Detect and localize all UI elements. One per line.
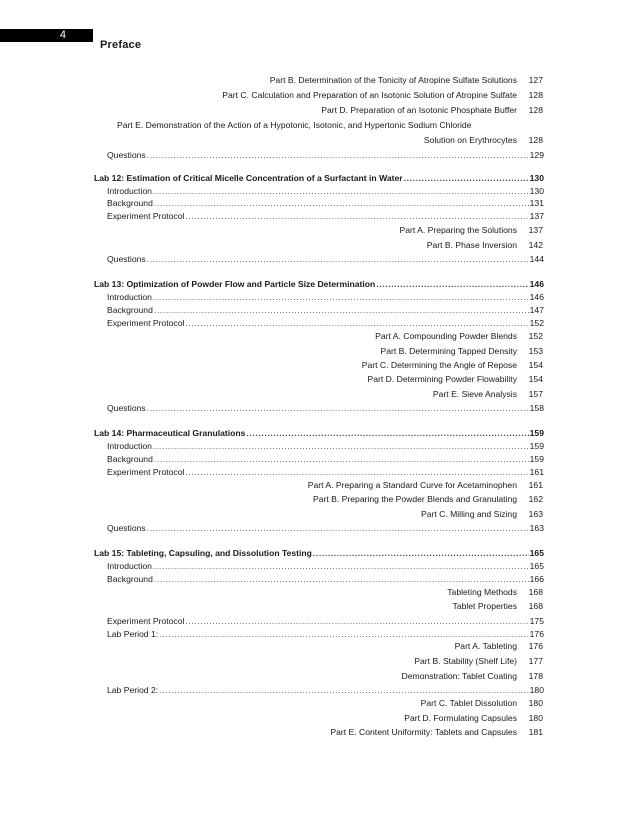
toc-page-number: 161 <box>529 467 544 477</box>
dot-leader <box>159 684 529 697</box>
toc-entry-title: Lab 14: Pharmaceutical Granulations <box>94 428 246 438</box>
toc-page-number: 168 <box>528 587 543 597</box>
toc-entry <box>270 74 543 87</box>
dot-leader <box>147 253 529 266</box>
toc-page-number: 180 <box>529 685 544 695</box>
toc-entry <box>313 493 543 506</box>
toc-entry-title: Part B. Preparing the Powder Blends and Granulating <box>313 494 517 504</box>
toc-page-number: 165 <box>529 548 544 558</box>
toc-entry-title: Lab 12: Estimation of Critical Micelle Concentration of a Surfactant in Water <box>94 173 403 183</box>
toc-entry <box>375 330 543 343</box>
toc-entry-title: Background <box>107 574 153 584</box>
toc-entry <box>107 304 544 317</box>
toc-page-number: 152 <box>528 331 543 341</box>
toc-entry-title: Experiment Protocol <box>107 616 185 626</box>
toc-entry <box>107 453 544 466</box>
toc-page-number: 128 <box>528 105 543 115</box>
toc-entry-title: Lab 13: Optimization of Powder Flow and Particle Size Determination <box>94 279 376 289</box>
dot-leader <box>185 317 528 330</box>
toc-entry-title: Experiment Protocol <box>107 467 185 477</box>
toc-page-number: 128 <box>528 90 543 100</box>
dot-leader <box>313 547 529 560</box>
dot-leader <box>153 560 529 573</box>
toc-entry-title: Part D. Formulating Capsules <box>404 713 517 723</box>
dot-leader <box>147 402 529 415</box>
toc-page-number: 159 <box>529 441 544 451</box>
running-header: Preface <box>100 39 142 51</box>
toc-page-number: 175 <box>529 616 544 626</box>
toc-page-number: 159 <box>529 454 544 464</box>
toc-entry-title: Part D. Preparation of an Isotonic Phosphate Buffer <box>321 105 517 115</box>
toc-page-number: 153 <box>528 346 543 356</box>
toc-page-number: 142 <box>528 240 543 250</box>
toc-entry-title: Part B. Determination of the Tonicity of Atropine Sulfate Solutions <box>269 75 517 85</box>
toc-page-number: 158 <box>529 403 544 413</box>
dot-leader <box>185 210 528 223</box>
toc-page-number: 181 <box>528 727 543 737</box>
toc-entry-title: Tablet Properties <box>452 601 517 611</box>
toc-entry-title: Part C. Milling and Sizing <box>420 509 517 519</box>
toc-chapter-entry <box>94 547 544 560</box>
toc-entry-title: Part B. Phase Inversion <box>426 240 517 250</box>
page-number: 4 <box>59 29 66 41</box>
toc-entry-title: Part D. Determining Powder Flowability <box>367 374 517 384</box>
toc-entry-title: Part C. Tablet Dissolution <box>420 698 517 708</box>
toc-page-number: 176 <box>529 629 544 639</box>
toc-entry <box>107 197 544 210</box>
toc-page-number: 131 <box>529 198 544 208</box>
toc-entry <box>222 89 543 102</box>
toc-entry <box>107 522 544 535</box>
toc-entry <box>107 253 544 266</box>
toc-entry-title: Questions <box>107 254 146 264</box>
toc-page-number: 154 <box>528 374 543 384</box>
toc-entry-title: Lab Period 1: <box>107 629 159 639</box>
toc-entry-title: Demonstration: Tablet Coating <box>401 671 517 681</box>
toc-entry-title: Part E. Sieve Analysis <box>432 389 517 399</box>
toc-entry-title: Experiment Protocol <box>107 211 185 221</box>
toc-page-number: 180 <box>528 713 543 723</box>
dot-leader <box>154 304 529 317</box>
toc-page-number: 127 <box>528 75 543 85</box>
dot-leader <box>147 149 529 162</box>
toc-page-number: 146 <box>529 292 544 302</box>
toc-entry <box>453 600 544 613</box>
toc-entry-title: Introduction <box>107 292 152 302</box>
toc-entry <box>414 655 543 668</box>
toc-entry <box>368 373 544 386</box>
toc-page-number: 157 <box>528 389 543 399</box>
toc-entry <box>404 712 543 725</box>
toc-entry <box>107 684 544 697</box>
toc-page-number: 163 <box>528 509 543 519</box>
dot-leader <box>147 522 529 535</box>
toc-page-number: 130 <box>529 186 544 196</box>
toc-page-number: 154 <box>528 360 543 370</box>
toc-entry <box>107 573 544 586</box>
toc-entry <box>321 104 543 117</box>
toc-page-number: 130 <box>529 173 544 183</box>
toc-page-number: 166 <box>529 574 544 584</box>
toc-entry-title: Background <box>107 198 153 208</box>
toc-entry <box>107 402 544 415</box>
toc-page-number: 162 <box>528 494 543 504</box>
toc-chapter-entry <box>94 278 544 291</box>
toc-entry <box>421 697 543 710</box>
toc-entry <box>447 586 543 599</box>
toc-page-number: 161 <box>528 480 543 490</box>
toc-page-number: 177 <box>528 656 543 666</box>
toc-entry <box>421 508 543 521</box>
toc-entry <box>107 440 544 453</box>
toc-entry-title: Part A. Preparing the Solutions <box>399 225 517 235</box>
toc-page-number: 178 <box>528 671 543 681</box>
toc-page-number: 144 <box>529 254 544 264</box>
toc-entry-title: Part B. Stability (Shelf Life) <box>414 656 517 666</box>
toc-page-number: 165 <box>529 561 544 571</box>
toc-entry <box>362 359 543 372</box>
toc-entry <box>381 345 543 358</box>
toc-page-number: 129 <box>529 150 544 160</box>
toc-entry-title: Experiment Protocol <box>107 318 185 328</box>
toc-entry-title: Introduction <box>107 441 152 451</box>
toc-entry <box>107 615 544 628</box>
toc-entry-title: Solution on Erythrocytes <box>423 135 517 145</box>
toc-entry-title: Background <box>107 305 153 315</box>
toc-page-number: 128 <box>528 135 543 145</box>
toc-entry-title: Part E. Content Uniformity: Tablets and Capsules <box>330 727 517 737</box>
toc-entry <box>402 670 543 683</box>
toc-entry <box>308 479 543 492</box>
dot-leader <box>185 466 528 479</box>
toc-entry-title: Part A. Compounding Powder Blends <box>375 331 517 341</box>
toc-entry-title: Introduction <box>107 561 152 571</box>
toc-entry <box>107 466 544 479</box>
toc-entry-title: Questions <box>107 403 146 413</box>
dot-leader <box>404 172 529 185</box>
page-number-tab <box>0 29 93 42</box>
toc-page-number: 146 <box>529 279 544 289</box>
toc-entry-title: Part C. Calculation and Preparation of an Isotonic Solution of Atropine Sulfate <box>222 90 517 100</box>
dot-leader <box>154 453 529 466</box>
toc-page-number: 176 <box>528 641 543 651</box>
toc-entry <box>107 291 544 304</box>
toc-entry-title: Part E. Demonstration of the Action of a Hypotonic, Isotonic, and Hypertonic Sodium Chloride <box>117 120 472 130</box>
toc-entry-title: Background <box>107 454 153 464</box>
toc-page-number: 168 <box>528 601 543 611</box>
toc-entry-title: Tableting Methods <box>447 587 517 597</box>
toc-entry <box>107 210 544 223</box>
toc-entry <box>399 224 543 237</box>
dot-leader <box>154 197 529 210</box>
toc-page-number: 147 <box>529 305 544 315</box>
toc-page-number: 137 <box>529 211 544 221</box>
dot-leader <box>153 440 529 453</box>
dot-leader <box>153 291 529 304</box>
dot-leader <box>154 573 529 586</box>
toc-page-number: 152 <box>529 318 544 328</box>
toc-entry-title: Part A. Preparing a Standard Curve for Acetaminophen <box>307 480 517 490</box>
toc-page-number: 163 <box>529 523 544 533</box>
toc-entry <box>433 388 543 401</box>
toc-entry-title: Part C. Determining the Angle of Repose <box>361 360 517 370</box>
toc-page-number: 159 <box>529 428 544 438</box>
toc-entry <box>427 239 543 252</box>
toc-entry-title: Part B. Determining Tapped Density <box>380 346 517 356</box>
toc-entry <box>107 317 544 330</box>
toc-chapter-entry <box>94 172 544 185</box>
toc-entry <box>107 560 544 573</box>
toc-page-number: 180 <box>528 698 543 708</box>
toc-entry <box>107 149 544 162</box>
dot-leader <box>185 615 528 628</box>
toc-entry-title: Questions <box>107 523 146 533</box>
toc-entry-title: Introduction <box>107 186 152 196</box>
toc-entry <box>117 119 471 132</box>
toc-entry-title: Part A. Tableting <box>454 641 517 651</box>
toc-entry <box>330 726 543 739</box>
toc-page-number: 137 <box>528 225 543 235</box>
toc-entry-title: Questions <box>107 150 146 160</box>
dot-leader <box>376 278 528 291</box>
toc-entry-title: Lab 15: Tableting, Capsuling, and Dissolution Testing <box>94 548 312 558</box>
dot-leader <box>246 427 528 440</box>
toc-entry-title: Lab Period 2: <box>107 685 159 695</box>
toc-entry <box>424 134 543 147</box>
toc-chapter-entry <box>94 427 544 440</box>
toc-entry <box>455 640 543 653</box>
